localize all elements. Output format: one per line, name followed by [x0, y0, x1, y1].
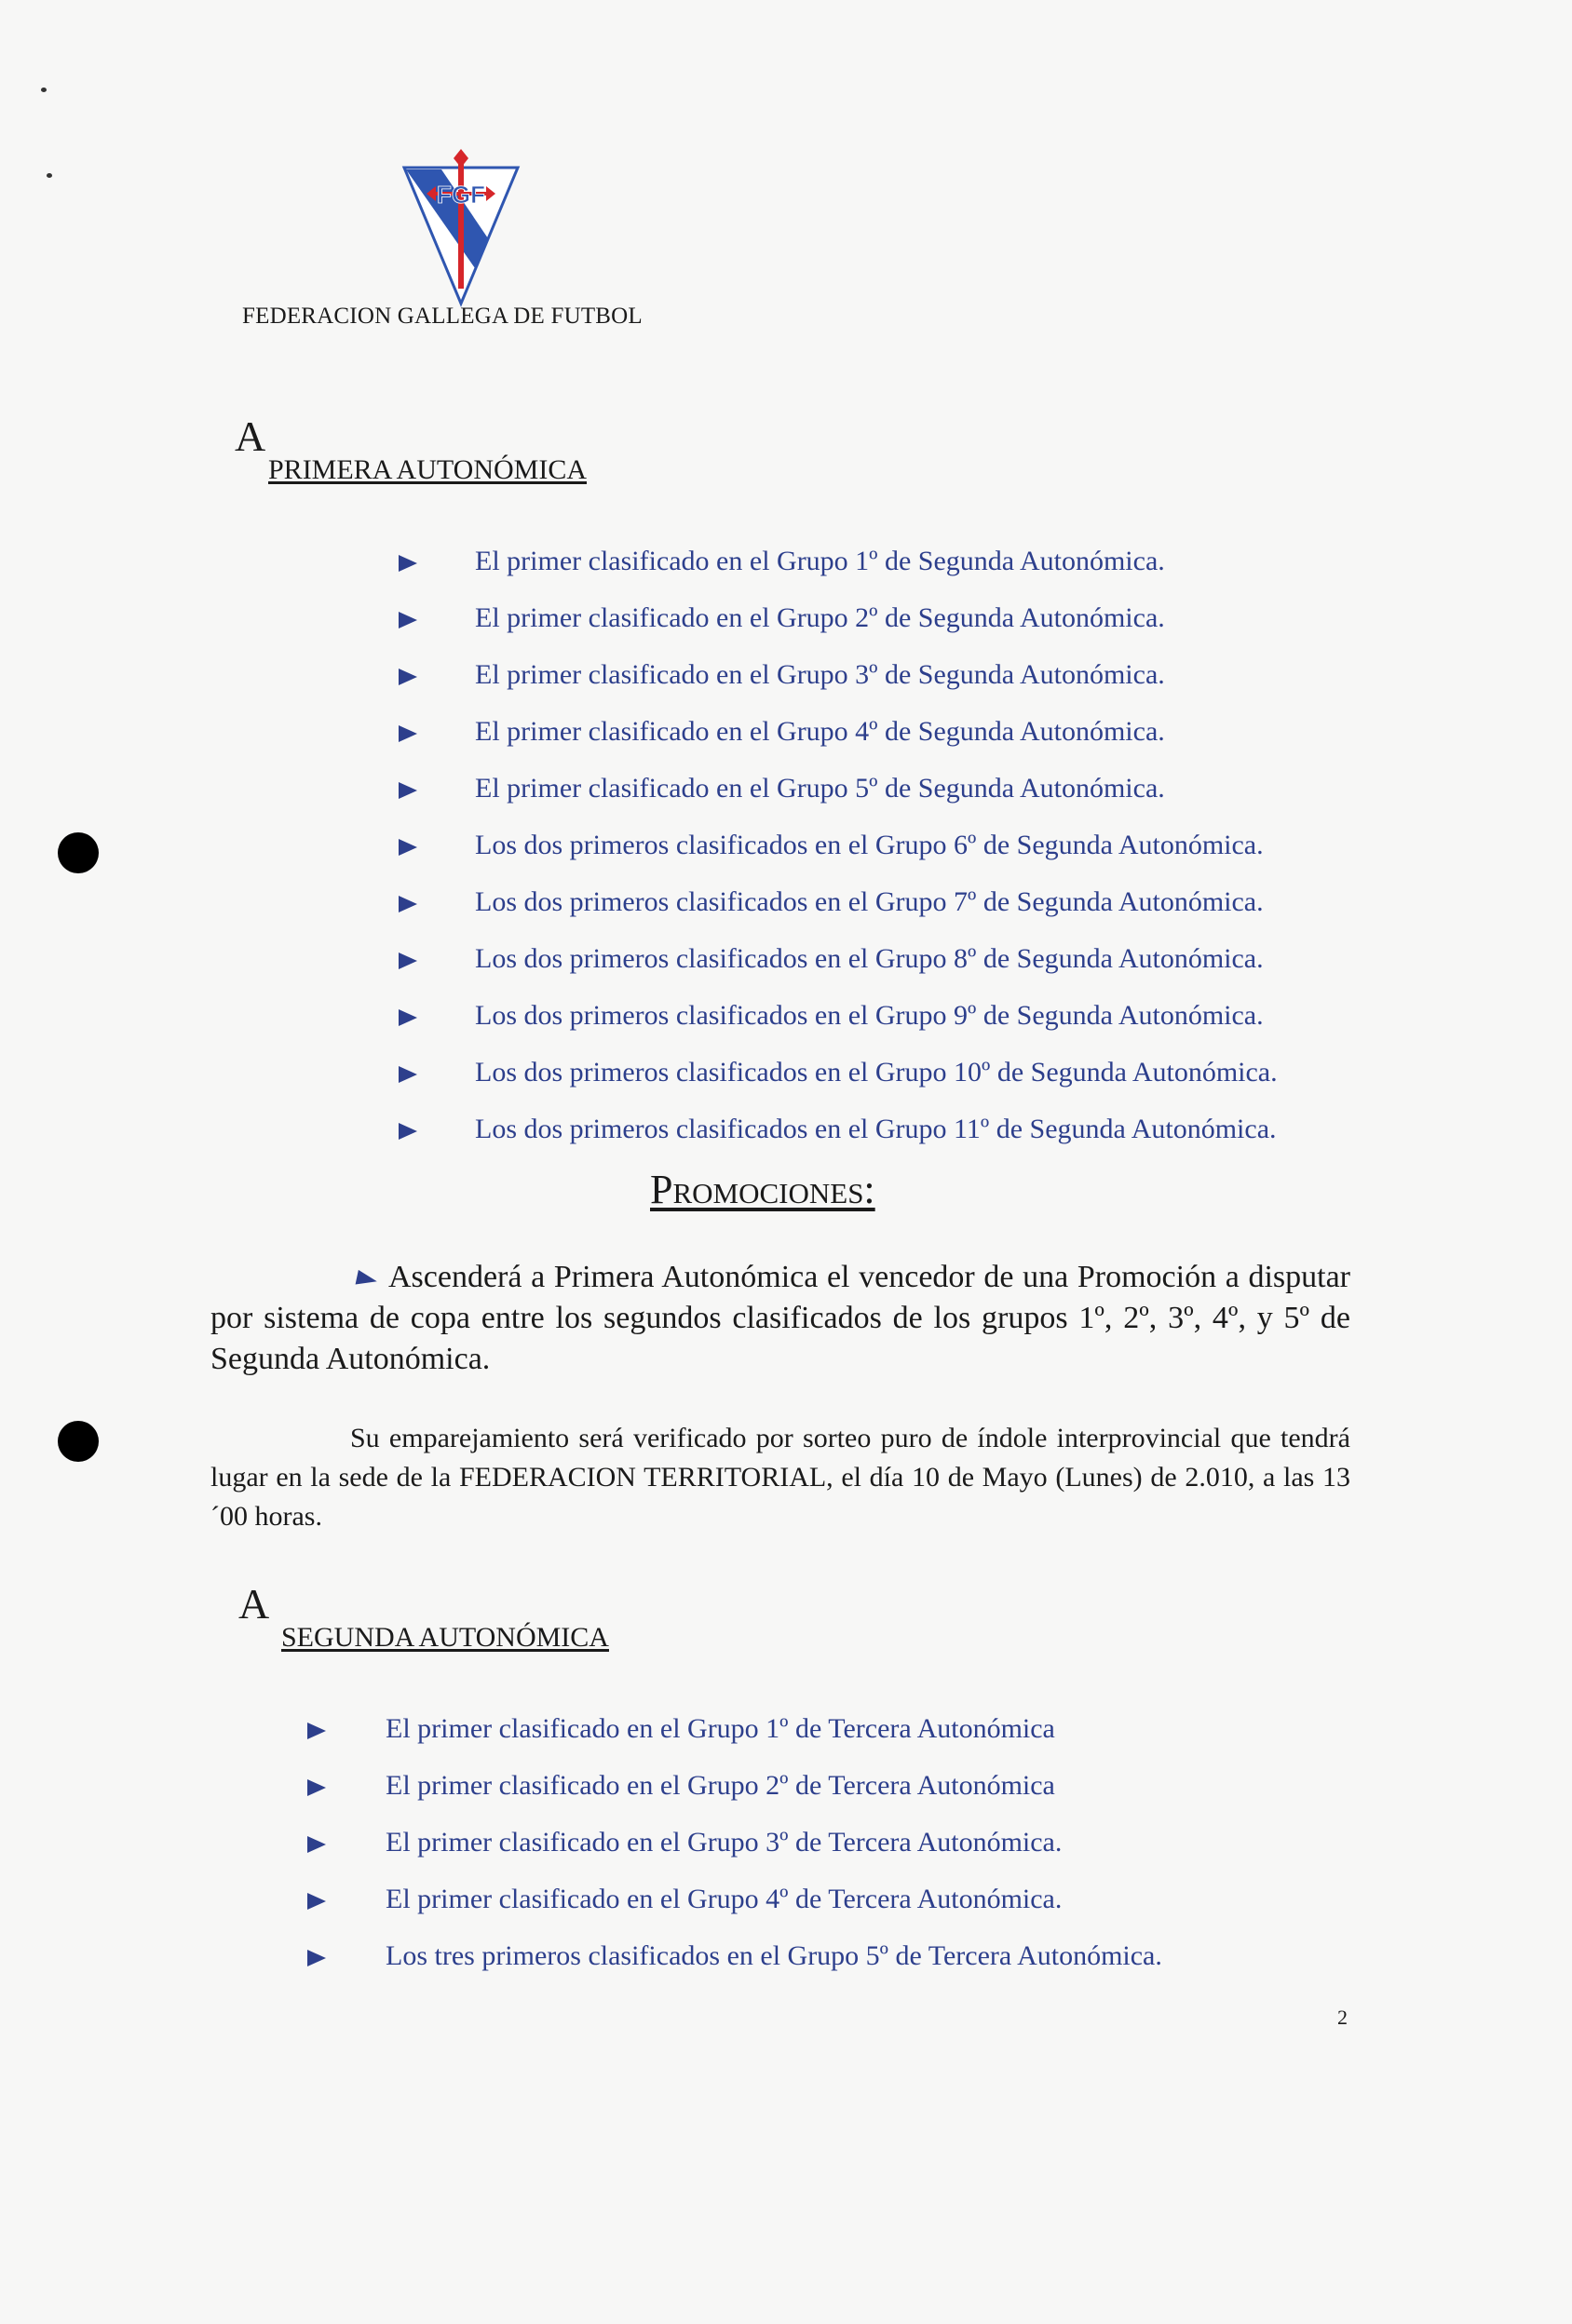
- arrow-bullet-icon: [399, 612, 417, 628]
- arrow-bullet-icon: [399, 839, 417, 856]
- punch-hole: [58, 832, 99, 873]
- arrow-bullet-icon: [307, 1950, 326, 1966]
- document-page: FGF FEDERACION GALLEGA DE FUTBOL A PRIMERA AUTONÓMICA El primer clasificado en el Grupo 1º de Segunda Autonómica. El primer clasificado en el Grupo 2º de Segunda Autonómica. El primer clasificado en el Grupo 3º de Segunda Autonómica. El primer clasificado en el Grupo 4º de Segunda Autonómica. El primer clasificado en el Grupo 5º de Segunda Autonómica. Los dos primeros clasificados en el Grupo 6º de Segunda Autonómica. Los dos primeros clasificados en el Grupo 7º de Segunda Autonómica. Los dos primeros clasificados en el Grupo 8º de Segunda Autonómica. Los dos primeros clasificados en el Grupo 9º de Segunda Autonómica. Los dos primeros clasificados en el Grupo 10º de Segunda Autonómica. Los dos primeros clasificados en el Grupo 11º de Segunda Autonómica. Promociones: Ascenderá a Primera Autonómica el vencedor de una Promoción a disputar por sistema de copa entre los segundos clasificados de los grupos 1º, 2º, 3º, 4º, y 5º de Segunda Autonómica. Su emparejamiento será verificado por sorteo puro de índole interprovincial que tendrá lugar en la sede de la FEDERACION TERRITORIAL, el día 10 de Mayo (Lunes) de 2.010, a las 13´00 horas. A SEGUNDA AUTONÓMICA El primer clasificado en el Grupo 1º de Tercera Autonómica El primer clasificado en el Grupo 2º de Tercera Autonómica El primer clasificado en el Grupo 3º de Tercera Autonómica. El primer clasificado en el Grupo 4º de Tercera Autonómica. Los tres primeros clasificados en el Grupo 5º de Tercera Autonómica. 2: [0, 0, 1572, 2324]
- arrow-bullet-icon: [399, 555, 417, 572]
- scan-speck: [47, 173, 52, 178]
- arrow-bullet-icon: [356, 1270, 379, 1289]
- federation-logo: [399, 149, 523, 307]
- logo-initials: FGF: [437, 181, 485, 209]
- arrow-bullet-icon: [399, 1009, 417, 1026]
- promociones-title: Promociones:: [650, 1167, 875, 1212]
- arrow-bullet-icon: [307, 1836, 326, 1853]
- promociones-paragraph-2: Su emparejamiento será verificado por sorteo puro de índole interprovincial que tendrá lugar en la sede de la FEDERACION TERRITORIAL, el día 10 de Mayo (Lunes) de 2.010, a las 13´00 horas.: [210, 1423, 1350, 1532]
- arrow-bullet-icon: [399, 1066, 417, 1083]
- section-title-segunda: SEGUNDA AUTONÓMICA: [281, 1622, 609, 1653]
- section-letter: A: [235, 412, 266, 460]
- scan-speck: [41, 88, 47, 92]
- promociones-paragraph-1: Ascenderá a Primera Autonómica el vencedor de una Promoción a disputar por sistema de copa entre los segundos clasificados de los grupos 1º, 2º, 3º, 4º, y 5º de Segunda Autonómica.: [210, 1260, 1350, 1376]
- arrow-bullet-icon: [307, 1893, 326, 1910]
- section-title-primera: PRIMERA AUTONÓMICA: [268, 454, 587, 485]
- arrow-bullet-icon: [399, 725, 417, 742]
- arrow-bullet-icon: [399, 896, 417, 912]
- arrow-bullet-icon: [399, 1123, 417, 1140]
- arrow-bullet-icon: [399, 953, 417, 969]
- organization-name: FEDERACION GALLEGA DE FUTBOL: [242, 304, 643, 329]
- arrow-bullet-icon: [307, 1779, 326, 1796]
- page-number: 2: [1337, 2006, 1348, 2029]
- arrow-bullet-icon: [307, 1723, 326, 1739]
- section-letter: A: [238, 1580, 270, 1628]
- arrow-bullet-icon: [399, 782, 417, 799]
- arrow-bullet-icon: [399, 669, 417, 685]
- punch-hole: [58, 1421, 99, 1462]
